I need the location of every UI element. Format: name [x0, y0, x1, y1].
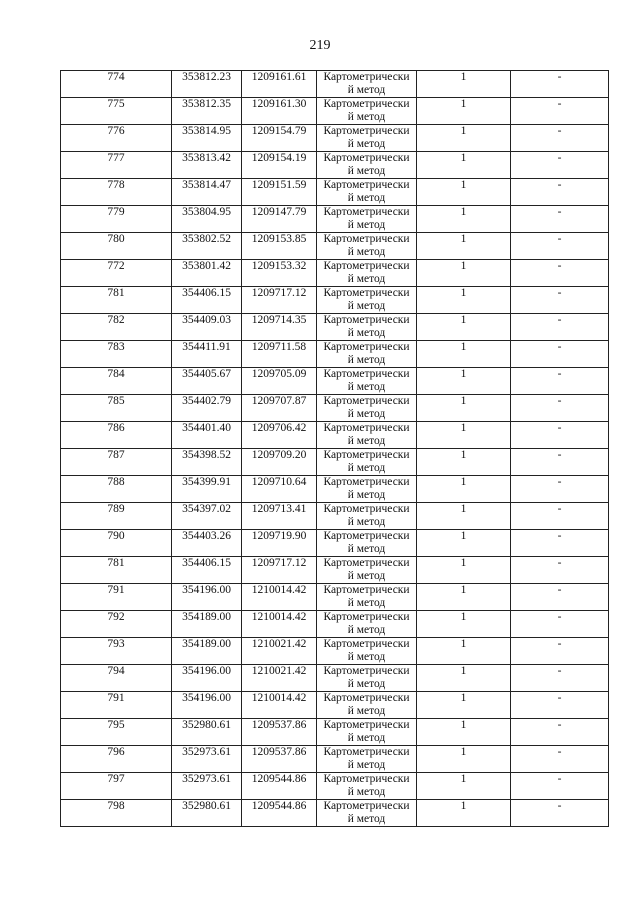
method-cell: [317, 503, 417, 530]
table-row: [61, 71, 609, 98]
table-row: [61, 746, 609, 773]
description-cell: -: [511, 476, 609, 503]
y-coordinate-cell: 1209709.20: [242, 449, 317, 476]
accuracy-cell: 1: [417, 341, 511, 368]
description-cell: -: [511, 719, 609, 746]
x-coordinate-cell: 352973.61: [172, 746, 242, 773]
point-number-cell: 794: [61, 665, 172, 692]
y-coordinate-cell: 1209710.64: [242, 476, 317, 503]
method-line-2: й метод: [347, 678, 386, 690]
x-coordinate-cell: 353812.23: [172, 71, 242, 98]
point-number-cell: 783: [61, 341, 172, 368]
method-line-1: Картометрически: [323, 503, 410, 515]
description-cell: -: [511, 638, 609, 665]
point-number-cell: 786: [61, 422, 172, 449]
y-coordinate-cell: 1209717.12: [242, 287, 317, 314]
method-line-2: й метод: [347, 435, 386, 447]
method-cell: [317, 368, 417, 395]
accuracy-cell: 1: [417, 449, 511, 476]
description-cell: -: [511, 422, 609, 449]
method-line-2: й метод: [347, 543, 386, 555]
y-coordinate-cell: 1210014.42: [242, 584, 317, 611]
method-cell: [317, 422, 417, 449]
method-cell: [317, 638, 417, 665]
table-row: [61, 125, 609, 152]
method-line-2: й метод: [347, 597, 386, 609]
x-coordinate-cell: 353814.95: [172, 125, 242, 152]
x-coordinate-cell: 354411.91: [172, 341, 242, 368]
method-line-1: Картометрически: [323, 422, 410, 434]
x-coordinate-cell: 352980.61: [172, 719, 242, 746]
accuracy-cell: 1: [417, 152, 511, 179]
table-row: [61, 98, 609, 125]
table-row: [61, 368, 609, 395]
description-cell: -: [511, 71, 609, 98]
description-cell: -: [511, 179, 609, 206]
point-number-cell: 793: [61, 638, 172, 665]
x-coordinate-cell: 353804.95: [172, 206, 242, 233]
y-coordinate-cell: 1210014.42: [242, 611, 317, 638]
method-cell: [317, 71, 417, 98]
description-cell: -: [511, 449, 609, 476]
y-coordinate-cell: 1209706.42: [242, 422, 317, 449]
point-number-cell: 789: [61, 503, 172, 530]
table-row: [61, 476, 609, 503]
point-number-cell: 780: [61, 233, 172, 260]
x-coordinate-cell: 354405.67: [172, 368, 242, 395]
method-line-2: й метод: [347, 273, 386, 285]
description-cell: -: [511, 395, 609, 422]
accuracy-cell: 1: [417, 206, 511, 233]
accuracy-cell: 1: [417, 476, 511, 503]
method-cell: [317, 233, 417, 260]
method-cell: [317, 449, 417, 476]
point-number-cell: 796: [61, 746, 172, 773]
point-number-cell: 779: [61, 206, 172, 233]
method-line-1: Картометрически: [323, 611, 410, 623]
method-line-2: й метод: [347, 246, 386, 258]
description-cell: -: [511, 233, 609, 260]
description-cell: -: [511, 611, 609, 638]
method-line-2: й метод: [347, 354, 386, 366]
table-body: [61, 71, 609, 827]
table-row: [61, 719, 609, 746]
point-number-cell: 791: [61, 692, 172, 719]
y-coordinate-cell: 1209717.12: [242, 557, 317, 584]
method-line-1: Картометрически: [323, 530, 410, 542]
method-line-2: й метод: [347, 462, 386, 474]
method-line-1: Картометрически: [323, 746, 410, 758]
method-cell: [317, 692, 417, 719]
method-line-1: Картометрически: [323, 800, 410, 812]
method-cell: [317, 152, 417, 179]
x-coordinate-cell: 353813.42: [172, 152, 242, 179]
table-row: [61, 800, 609, 827]
table-row: [61, 206, 609, 233]
coordinates-table: [60, 70, 609, 827]
method-line-2: й метод: [347, 516, 386, 528]
x-coordinate-cell: 353801.42: [172, 260, 242, 287]
method-line-2: й метод: [347, 813, 386, 825]
method-cell: [317, 584, 417, 611]
description-cell: -: [511, 287, 609, 314]
y-coordinate-cell: 1209544.86: [242, 773, 317, 800]
method-cell: [317, 557, 417, 584]
method-line-1: Картометрически: [323, 638, 410, 650]
method-line-1: Картометрически: [323, 665, 410, 677]
accuracy-cell: 1: [417, 71, 511, 98]
description-cell: -: [511, 665, 609, 692]
table-row: [61, 692, 609, 719]
table-row: [61, 152, 609, 179]
method-line-2: й метод: [347, 624, 386, 636]
accuracy-cell: 1: [417, 503, 511, 530]
method-line-1: Картометрически: [323, 206, 410, 218]
method-cell: [317, 287, 417, 314]
method-line-2: й метод: [347, 84, 386, 96]
description-cell: -: [511, 368, 609, 395]
method-line-2: й метод: [347, 138, 386, 150]
x-coordinate-cell: 354399.91: [172, 476, 242, 503]
x-coordinate-cell: 354196.00: [172, 692, 242, 719]
description-cell: -: [511, 503, 609, 530]
y-coordinate-cell: 1209705.09: [242, 368, 317, 395]
description-cell: -: [511, 692, 609, 719]
method-line-2: й метод: [347, 759, 386, 771]
y-coordinate-cell: 1209153.85: [242, 233, 317, 260]
accuracy-cell: 1: [417, 719, 511, 746]
description-cell: -: [511, 773, 609, 800]
accuracy-cell: 1: [417, 422, 511, 449]
table-row: [61, 341, 609, 368]
method-line-1: Картометрически: [323, 287, 410, 299]
description-cell: -: [511, 125, 609, 152]
description-cell: -: [511, 260, 609, 287]
x-coordinate-cell: 354406.15: [172, 287, 242, 314]
method-line-1: Картометрически: [323, 98, 410, 110]
y-coordinate-cell: 1209537.86: [242, 746, 317, 773]
x-coordinate-cell: 354397.02: [172, 503, 242, 530]
method-cell: [317, 530, 417, 557]
table-row: [61, 422, 609, 449]
table-row: [61, 314, 609, 341]
accuracy-cell: 1: [417, 773, 511, 800]
method-line-2: й метод: [347, 300, 386, 312]
method-line-1: Картометрически: [323, 368, 410, 380]
y-coordinate-cell: 1209714.35: [242, 314, 317, 341]
y-coordinate-cell: 1209544.86: [242, 800, 317, 827]
method-cell: [317, 260, 417, 287]
method-line-1: Картометрически: [323, 152, 410, 164]
y-coordinate-cell: 1209161.30: [242, 98, 317, 125]
method-cell: [317, 800, 417, 827]
x-coordinate-cell: 354403.26: [172, 530, 242, 557]
method-line-2: й метод: [347, 705, 386, 717]
accuracy-cell: 1: [417, 260, 511, 287]
x-coordinate-cell: 353802.52: [172, 233, 242, 260]
y-coordinate-cell: 1209161.61: [242, 71, 317, 98]
table-row: [61, 260, 609, 287]
method-cell: [317, 395, 417, 422]
method-line-1: Картометрически: [323, 449, 410, 461]
x-coordinate-cell: 354398.52: [172, 449, 242, 476]
x-coordinate-cell: 353812.35: [172, 98, 242, 125]
y-coordinate-cell: 1209154.19: [242, 152, 317, 179]
y-coordinate-cell: 1209537.86: [242, 719, 317, 746]
y-coordinate-cell: 1209147.79: [242, 206, 317, 233]
x-coordinate-cell: 354196.00: [172, 665, 242, 692]
accuracy-cell: 1: [417, 287, 511, 314]
description-cell: -: [511, 314, 609, 341]
x-coordinate-cell: 354196.00: [172, 584, 242, 611]
accuracy-cell: 1: [417, 584, 511, 611]
method-cell: [317, 341, 417, 368]
point-number-cell: 782: [61, 314, 172, 341]
method-line-1: Картометрически: [323, 179, 410, 191]
y-coordinate-cell: 1209154.79: [242, 125, 317, 152]
method-line-2: й метод: [347, 219, 386, 231]
description-cell: -: [511, 746, 609, 773]
table-row: [61, 665, 609, 692]
accuracy-cell: 1: [417, 665, 511, 692]
point-number-cell: 788: [61, 476, 172, 503]
table-row: [61, 287, 609, 314]
point-number-cell: 784: [61, 368, 172, 395]
description-cell: -: [511, 584, 609, 611]
table-row: [61, 503, 609, 530]
table-row: [61, 449, 609, 476]
method-line-2: й метод: [347, 786, 386, 798]
point-number-cell: 795: [61, 719, 172, 746]
accuracy-cell: 1: [417, 611, 511, 638]
accuracy-cell: 1: [417, 98, 511, 125]
method-cell: [317, 125, 417, 152]
point-number-cell: 774: [61, 71, 172, 98]
accuracy-cell: 1: [417, 179, 511, 206]
x-coordinate-cell: 352980.61: [172, 800, 242, 827]
x-coordinate-cell: 354402.79: [172, 395, 242, 422]
point-number-cell: 778: [61, 179, 172, 206]
table-row: [61, 179, 609, 206]
accuracy-cell: 1: [417, 233, 511, 260]
point-number-cell: 777: [61, 152, 172, 179]
accuracy-cell: 1: [417, 557, 511, 584]
description-cell: -: [511, 557, 609, 584]
method-line-1: Картометрически: [323, 341, 410, 353]
y-coordinate-cell: 1210021.42: [242, 665, 317, 692]
method-line-1: Картометрически: [323, 314, 410, 326]
x-coordinate-cell: 352973.61: [172, 773, 242, 800]
method-cell: [317, 611, 417, 638]
point-number-cell: 792: [61, 611, 172, 638]
point-number-cell: 785: [61, 395, 172, 422]
table-row: [61, 584, 609, 611]
y-coordinate-cell: 1210021.42: [242, 638, 317, 665]
method-line-2: й метод: [347, 192, 386, 204]
point-number-cell: 781: [61, 287, 172, 314]
method-line-1: Картометрически: [323, 773, 410, 785]
method-line-2: й метод: [347, 489, 386, 501]
method-line-2: й метод: [347, 327, 386, 339]
method-line-2: й метод: [347, 111, 386, 123]
method-cell: [317, 665, 417, 692]
point-number-cell: 798: [61, 800, 172, 827]
method-line-2: й метод: [347, 381, 386, 393]
accuracy-cell: 1: [417, 314, 511, 341]
accuracy-cell: 1: [417, 530, 511, 557]
accuracy-cell: 1: [417, 692, 511, 719]
method-cell: [317, 98, 417, 125]
method-cell: [317, 206, 417, 233]
y-coordinate-cell: 1209707.87: [242, 395, 317, 422]
description-cell: -: [511, 206, 609, 233]
method-line-1: Картометрически: [323, 557, 410, 569]
method-line-2: й метод: [347, 570, 386, 582]
x-coordinate-cell: 353814.47: [172, 179, 242, 206]
table-row: [61, 773, 609, 800]
method-line-2: й метод: [347, 165, 386, 177]
accuracy-cell: 1: [417, 395, 511, 422]
table-row: [61, 638, 609, 665]
method-line-1: Картометрически: [323, 584, 410, 596]
y-coordinate-cell: 1210014.42: [242, 692, 317, 719]
method-line-2: й метод: [347, 651, 386, 663]
accuracy-cell: 1: [417, 800, 511, 827]
method-line-1: Картометрически: [323, 719, 410, 731]
method-line-1: Картометрически: [323, 125, 410, 137]
table-row: [61, 557, 609, 584]
method-cell: [317, 773, 417, 800]
method-line-1: Картометрически: [323, 692, 410, 704]
point-number-cell: 781: [61, 557, 172, 584]
method-line-1: Картометрически: [323, 260, 410, 272]
method-line-2: й метод: [347, 732, 386, 744]
x-coordinate-cell: 354409.03: [172, 314, 242, 341]
description-cell: -: [511, 530, 609, 557]
page-number: 219: [309, 38, 331, 53]
x-coordinate-cell: 354401.40: [172, 422, 242, 449]
method-line-1: Картометрически: [323, 233, 410, 245]
method-cell: [317, 746, 417, 773]
accuracy-cell: 1: [417, 746, 511, 773]
table-row: [61, 611, 609, 638]
accuracy-cell: 1: [417, 368, 511, 395]
method-line-1: Картометрически: [323, 476, 410, 488]
point-number-cell: 790: [61, 530, 172, 557]
description-cell: -: [511, 800, 609, 827]
x-coordinate-cell: 354189.00: [172, 611, 242, 638]
method-cell: [317, 719, 417, 746]
point-number-cell: 772: [61, 260, 172, 287]
y-coordinate-cell: 1209151.59: [242, 179, 317, 206]
table-row: [61, 233, 609, 260]
table-row: [61, 530, 609, 557]
method-cell: [317, 179, 417, 206]
method-cell: [317, 476, 417, 503]
y-coordinate-cell: 1209153.32: [242, 260, 317, 287]
accuracy-cell: 1: [417, 638, 511, 665]
y-coordinate-cell: 1209713.41: [242, 503, 317, 530]
table-row: [61, 395, 609, 422]
method-line-1: Картометрически: [323, 395, 410, 407]
y-coordinate-cell: 1209719.90: [242, 530, 317, 557]
point-number-cell: 791: [61, 584, 172, 611]
x-coordinate-cell: 354189.00: [172, 638, 242, 665]
method-cell: [317, 314, 417, 341]
description-cell: -: [511, 341, 609, 368]
point-number-cell: 787: [61, 449, 172, 476]
y-coordinate-cell: 1209711.58: [242, 341, 317, 368]
method-line-1: Картометрически: [323, 71, 410, 83]
accuracy-cell: 1: [417, 125, 511, 152]
description-cell: -: [511, 152, 609, 179]
x-coordinate-cell: 354406.15: [172, 557, 242, 584]
point-number-cell: 775: [61, 98, 172, 125]
point-number-cell: 776: [61, 125, 172, 152]
point-number-cell: 797: [61, 773, 172, 800]
method-line-2: й метод: [347, 408, 386, 420]
description-cell: -: [511, 98, 609, 125]
